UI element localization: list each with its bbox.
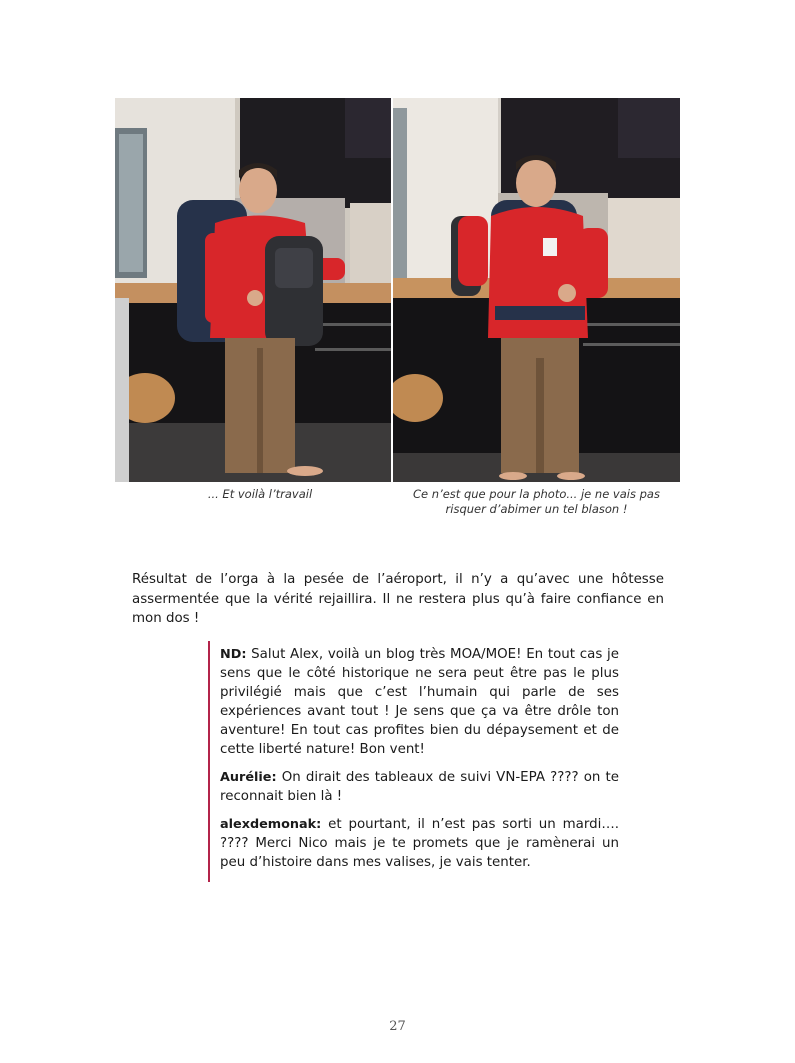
comment-aurelie <box>220 768 619 806</box>
photo-caption-left: ... Et voilà l’travail <box>207 487 313 501</box>
photo-backpacker-front-and-back <box>115 98 391 482</box>
comment-author: Aurélie: <box>220 770 277 785</box>
comment-author: alexdemonak: <box>220 817 322 832</box>
page-number: 27 <box>389 1019 406 1034</box>
comment-alexdemonak <box>220 815 619 872</box>
comment-nd <box>220 645 619 759</box>
comment-author: ND: <box>220 647 247 662</box>
body-paragraph: Résultat de l’orga à la pesée de l’aéroport, il n’y a qu’avec une hôtesse assermentée que la vérité rejaillira. Il ne restera plus qu’à faire confiance en mon dos ! <box>132 572 664 626</box>
photo-backpacker-thumbs-up <box>393 98 680 482</box>
comments-block <box>208 641 619 882</box>
comment-text: et pourtant, il n’est pas sorti un mardi…. ???? Merci Nico mais je te promets que je ramènerai un peu d’histoire dans mes valises, je vais tenter. <box>220 817 619 870</box>
photo-caption-right: Ce n’est que pour la photo... je ne vais pas risquer d’abimer un tel blason ! <box>413 487 660 516</box>
comment-text: Salut Alex, voilà un blog très MOA/MOE! En tout cas je sens que le côté historique ne sera peut être pas le plus privilégié mais que c’est l’humain qui parle de ses expériences avant tout ! Je sens que ça va être drôle ton aventure! En tout cas profites bien du dépaysement et de cette liberté nature! Bon vent! <box>220 647 619 757</box>
comment-text: On dirait des tableaux de suivi VN-EPA ???? on te reconnait bien là ! <box>220 770 619 804</box>
